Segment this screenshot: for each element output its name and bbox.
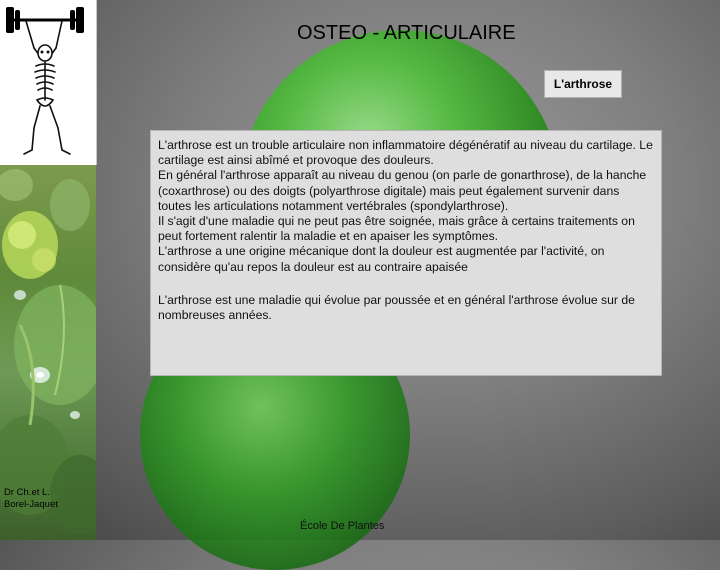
logo-panel (0, 0, 96, 165)
paragraph-spacer (158, 275, 653, 293)
content-box (150, 130, 662, 376)
paragraph-definition: L'arthrose est un trouble articulaire non inflammatoire dégénératif au niveau du cartilage. Le cartilage est ainsi abîmé et provoque des douleurs. (158, 138, 653, 168)
paragraph-evolution: L'arthrose est une maladie qui évolue par poussée et en général l'arthrose évolue sur de nombreuses années. (158, 292, 635, 323)
paragraph-treatment: Il s'agit d'une maladie qui ne peut pas être soignée, mais grâce à certains traitements on peut fortement ralentir la maladie et en apaiser les symptômes. (158, 214, 635, 244)
subtitle-text: L'arthrose (553, 77, 613, 91)
subtitle-box (544, 70, 622, 98)
paragraph-locations: En général l'arthrose apparaît au niveau du genou (on parle de gonarthrose), de la hanche (coxarthrose) ou des doigts (polyarthrose digitale) mais peut également survenir dans toutes les articulations notamment vertébrales (spondylarthrose). (158, 168, 647, 213)
author-credit-line1: Dr Ch.et L. (4, 487, 50, 498)
slide-title: OSTEO - ARTICULAIRE (297, 22, 516, 44)
footer-text: École De Plantes (300, 520, 385, 532)
lady-mantle-plant-illustration (0, 165, 96, 540)
skeleton-weightlifter-image (4, 4, 86, 164)
paragraph-origin: L'arthrose a une origine mécanique dont la douleur est augmentée par l'activité, on considère qu'au repos la douleur est au contraire apaisée (158, 244, 605, 274)
sidebar-divider (96, 0, 97, 165)
author-credit-line2: Borel-Jaquet (4, 499, 58, 510)
author-credit (4, 487, 84, 511)
plant-photo (0, 165, 96, 540)
